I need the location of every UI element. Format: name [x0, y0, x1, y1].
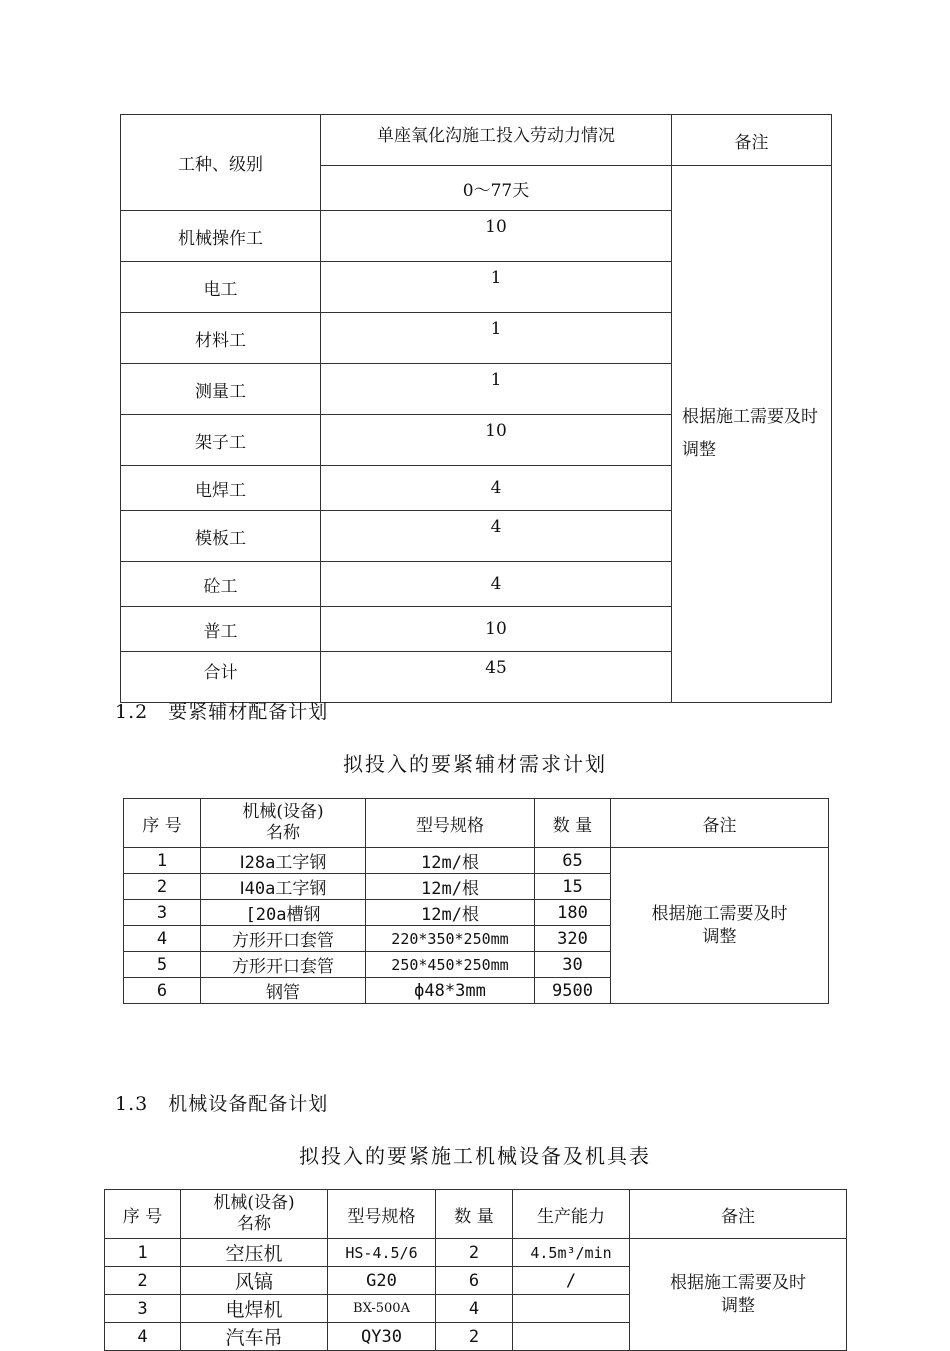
labor-trade: 测量工	[121, 364, 321, 415]
labor-trade: 砼工	[121, 562, 321, 607]
labor-trade: 材料工	[121, 313, 321, 364]
equipment-spec: G20	[328, 1267, 436, 1295]
equipment-spec: HS-4.5/6	[328, 1239, 436, 1267]
materials-qty: 9500	[535, 978, 611, 1004]
materials-name: 方形开口套管	[201, 952, 366, 978]
materials-seq: 1	[124, 848, 201, 874]
labor-count: 4	[321, 511, 672, 562]
materials-table	[123, 798, 829, 1004]
header-name-line2: 名称	[266, 823, 300, 843]
header-name-line2: 名称	[237, 1214, 271, 1234]
labor-remark: 根据施工需要及时调整	[672, 166, 832, 703]
equipment-qty: 2	[436, 1239, 513, 1267]
labor-header-situation: 单座氧化沟施工投入劳动力情况	[321, 115, 672, 166]
materials-header-seq: 序 号	[124, 799, 201, 848]
materials-qty: 30	[535, 952, 611, 978]
equipment-name: 电焊机	[181, 1295, 328, 1323]
equipment-seq: 2	[105, 1267, 181, 1295]
section-heading-1-3: 1.3 机械设备配备计划	[115, 1093, 329, 1115]
labor-count: 10	[321, 415, 672, 466]
equipment-capacity: /	[513, 1267, 630, 1295]
materials-qty: 15	[535, 874, 611, 900]
labor-count: 1	[321, 313, 672, 364]
materials-spec: 220*350*250mm	[366, 926, 535, 952]
equipment-name: 风镐	[181, 1267, 328, 1295]
labor-trade: 模板工	[121, 511, 321, 562]
labor-count: 45	[321, 652, 672, 703]
materials-name: Ⅰ28a工字钢	[201, 848, 366, 874]
materials-spec: 12m/根	[366, 848, 535, 874]
equipment-spec: QY30	[328, 1323, 436, 1351]
labor-count: 10	[321, 211, 672, 262]
equipment-spec: BX-500A	[328, 1295, 436, 1323]
labor-header-remark: 备注	[672, 115, 832, 166]
materials-qty: 180	[535, 900, 611, 926]
labor-trade: 架子工	[121, 415, 321, 466]
materials-spec: 12m/根	[366, 874, 535, 900]
header-name-line1: 机械(设备)	[213, 1193, 295, 1213]
labor-table	[120, 114, 832, 703]
equipment-table	[104, 1189, 847, 1351]
materials-seq: 2	[124, 874, 201, 900]
equipment-name: 汽车吊	[181, 1323, 328, 1351]
materials-header-name	[201, 799, 366, 848]
materials-qty: 65	[535, 848, 611, 874]
materials-seq: 4	[124, 926, 201, 952]
materials-spec: ф48*3mm	[366, 978, 535, 1004]
equipment-seq: 1	[105, 1239, 181, 1267]
equipment-capacity	[513, 1323, 630, 1351]
materials-seq: 6	[124, 978, 201, 1004]
equipment-header-spec: 型号规格	[328, 1190, 436, 1239]
labor-period: 0～77天	[321, 166, 672, 211]
equipment-qty: 4	[436, 1295, 513, 1323]
materials-seq: 3	[124, 900, 201, 926]
labor-trade: 电工	[121, 262, 321, 313]
labor-trade: 合计	[121, 652, 321, 703]
materials-spec: 12m/根	[366, 900, 535, 926]
materials-name: 方形开口套管	[201, 926, 366, 952]
materials-header-spec: 型号规格	[366, 799, 535, 848]
equipment-header-capacity: 生产能力	[513, 1190, 630, 1239]
materials-seq: 5	[124, 952, 201, 978]
labor-header-trade: 工种、级别	[121, 115, 321, 211]
equipment-header-seq: 序 号	[105, 1190, 181, 1239]
equipment-header-name	[181, 1190, 328, 1239]
labor-trade: 电焊工	[121, 466, 321, 511]
materials-table-title: 拟投入的要紧辅材需求计划	[343, 752, 607, 776]
equipment-qty: 2	[436, 1323, 513, 1351]
labor-count: 4	[321, 466, 672, 511]
materials-name: [20a槽钢	[201, 900, 366, 926]
materials-spec: 250*450*250mm	[366, 952, 535, 978]
equipment-header-qty: 数 量	[436, 1190, 513, 1239]
header-name-line1: 机械(设备)	[242, 802, 324, 822]
table-row	[124, 848, 829, 874]
materials-name: 钢管	[201, 978, 366, 1004]
equipment-remark: 根据施工需要及时调整	[630, 1239, 847, 1351]
materials-header-remark: 备注	[611, 799, 829, 848]
labor-count: 4	[321, 562, 672, 607]
equipment-capacity	[513, 1295, 630, 1323]
section-heading-1-2: 1.2 要紧辅材配备计划	[115, 701, 329, 723]
materials-name: Ⅰ40a工字钢	[201, 874, 366, 900]
table-row	[105, 1239, 847, 1267]
equipment-table-title: 拟投入的要紧施工机械设备及机具表	[299, 1144, 651, 1168]
equipment-capacity: 4.5m³/min	[513, 1239, 630, 1267]
materials-qty: 320	[535, 926, 611, 952]
labor-count: 1	[321, 262, 672, 313]
labor-count: 1	[321, 364, 672, 415]
labor-count: 10	[321, 607, 672, 652]
equipment-seq: 3	[105, 1295, 181, 1323]
equipment-name: 空压机	[181, 1239, 328, 1267]
labor-trade: 机械操作工	[121, 211, 321, 262]
equipment-qty: 6	[436, 1267, 513, 1295]
labor-trade: 普工	[121, 607, 321, 652]
equipment-header-remark: 备注	[630, 1190, 847, 1239]
materials-remark: 根据施工需要及时调整	[611, 848, 829, 1004]
materials-header-qty: 数 量	[535, 799, 611, 848]
equipment-seq: 4	[105, 1323, 181, 1351]
